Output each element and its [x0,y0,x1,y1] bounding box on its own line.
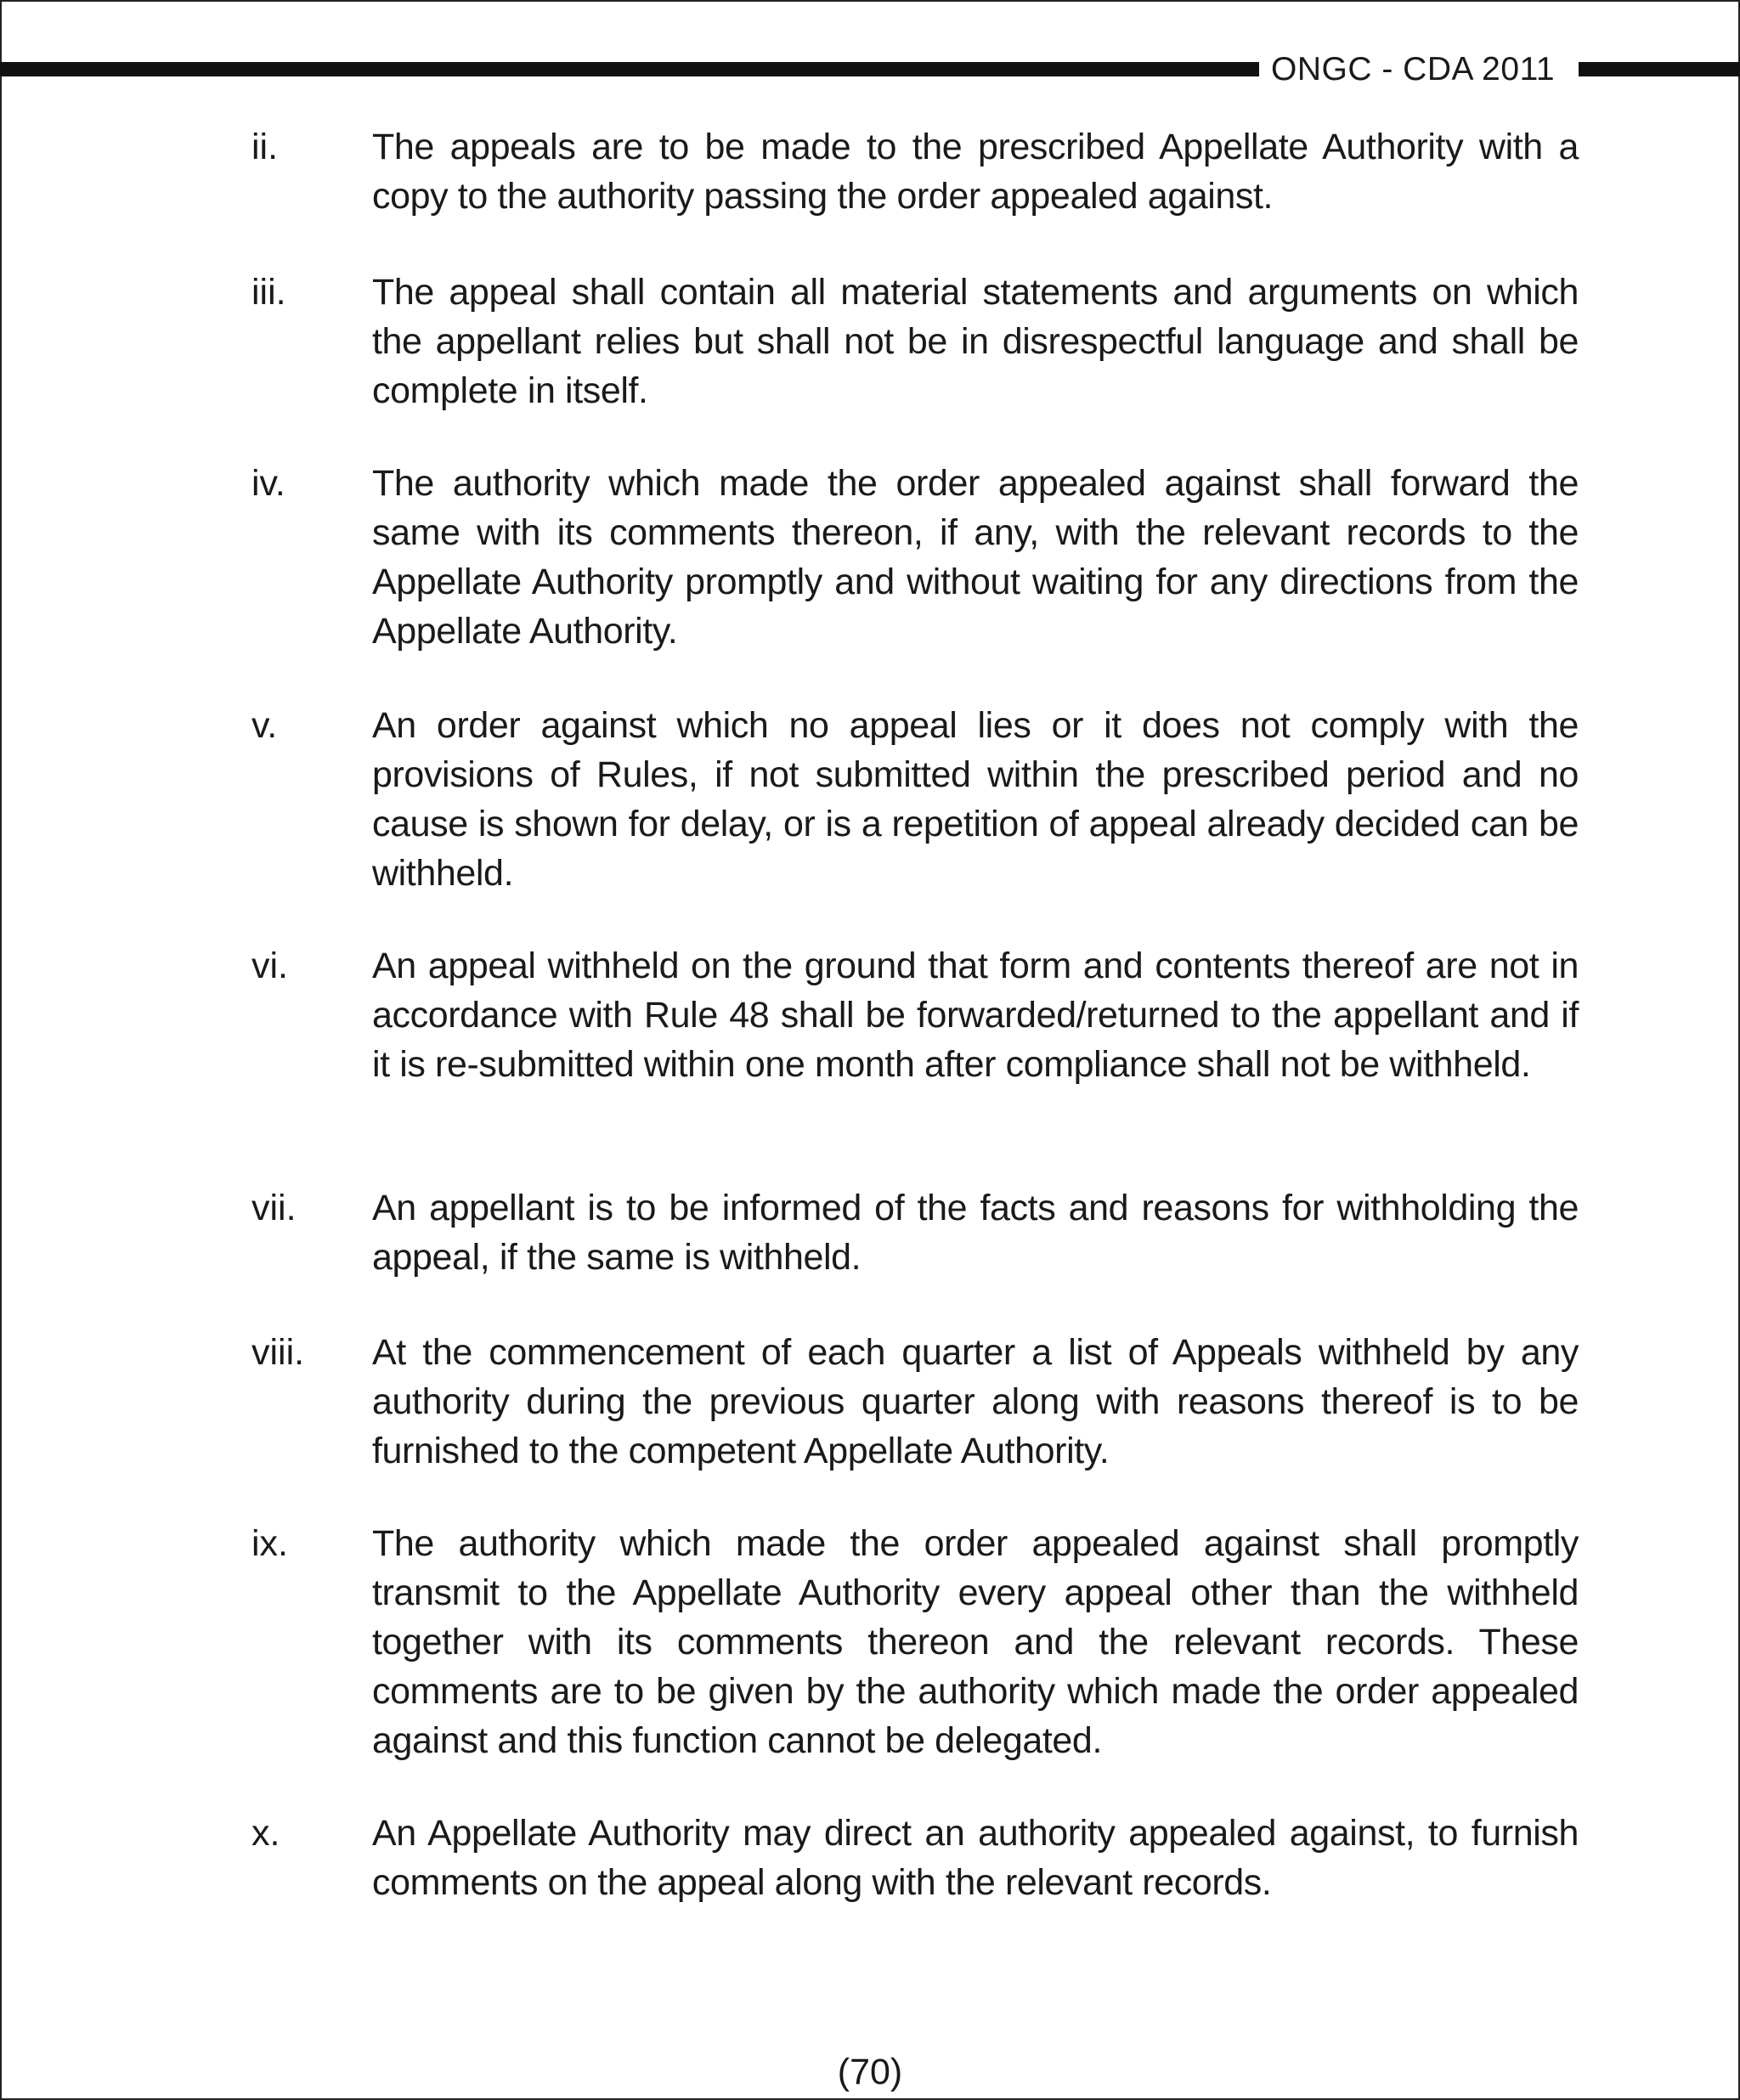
header-rule-right [1579,62,1740,76]
item-text: An order against which no appeal lies or it does not comply with the provisions of Rules, if not submitted within the prescribed period and no cause is shown for delay, or is a repetition of appeal already decided can be withheld. [372,705,1579,894]
item-text: An appellant is to be informed of the facts and reasons for withholding the appeal, if the same is withheld. [372,1188,1579,1278]
item-text: An appeal withheld on the ground that form and contents thereof are not in accordance with Rule 48 shall be forwarded/returned to the appellant and if it is re-submitted within one month after compliance shall not be withheld. [372,946,1579,1085]
item-number: v. [251,705,278,746]
item-number: ix. [251,1523,288,1564]
item-number: ii. [251,127,279,167]
item-number: x. [251,1813,280,1854]
item-number: viii. [251,1332,305,1373]
item-number: vii. [251,1188,297,1228]
item-number: iv. [251,463,285,504]
item-text: At the commencement of each quarter a list of Appeals withheld by any authority during the previous quarter along with reasons thereof is to be furnished to the competent Appellate Authority. [372,1332,1579,1471]
item-text: The authority which made the order appealed against shall promptly transmit to the Appellate Authority every appeal other than the withheld together with its comments thereon and the relevant records. These comments are to be given by the authority which made the order appealed against and this function cannot be delegated. [372,1523,1579,1761]
item-text: The appeals are to be made to the prescribed Appellate Authority with a copy to the authority passing the order appealed against. [372,127,1579,217]
item-text: An Appellate Authority may direct an authority appealed against, to furnish comments on the appeal along with the relevant records. [372,1813,1579,1903]
item-text: The appeal shall contain all material statements and arguments on which the appellant relies but shall not be in disrespectful language and shall be complete in itself. [372,272,1579,411]
header-rule-left [0,62,1259,76]
item-number: iii. [251,272,286,313]
item-number: vi. [251,946,288,986]
running-header: ONGC - CDA 2011 [1271,51,1556,88]
page-number: (70) [837,2052,903,2092]
item-text: The authority which made the order appealed against shall forward the same with its comments thereon, if any, with the relevant records to the Appellate Authority promptly and without waiting for any directions from the Appellate Authority. [372,463,1579,652]
